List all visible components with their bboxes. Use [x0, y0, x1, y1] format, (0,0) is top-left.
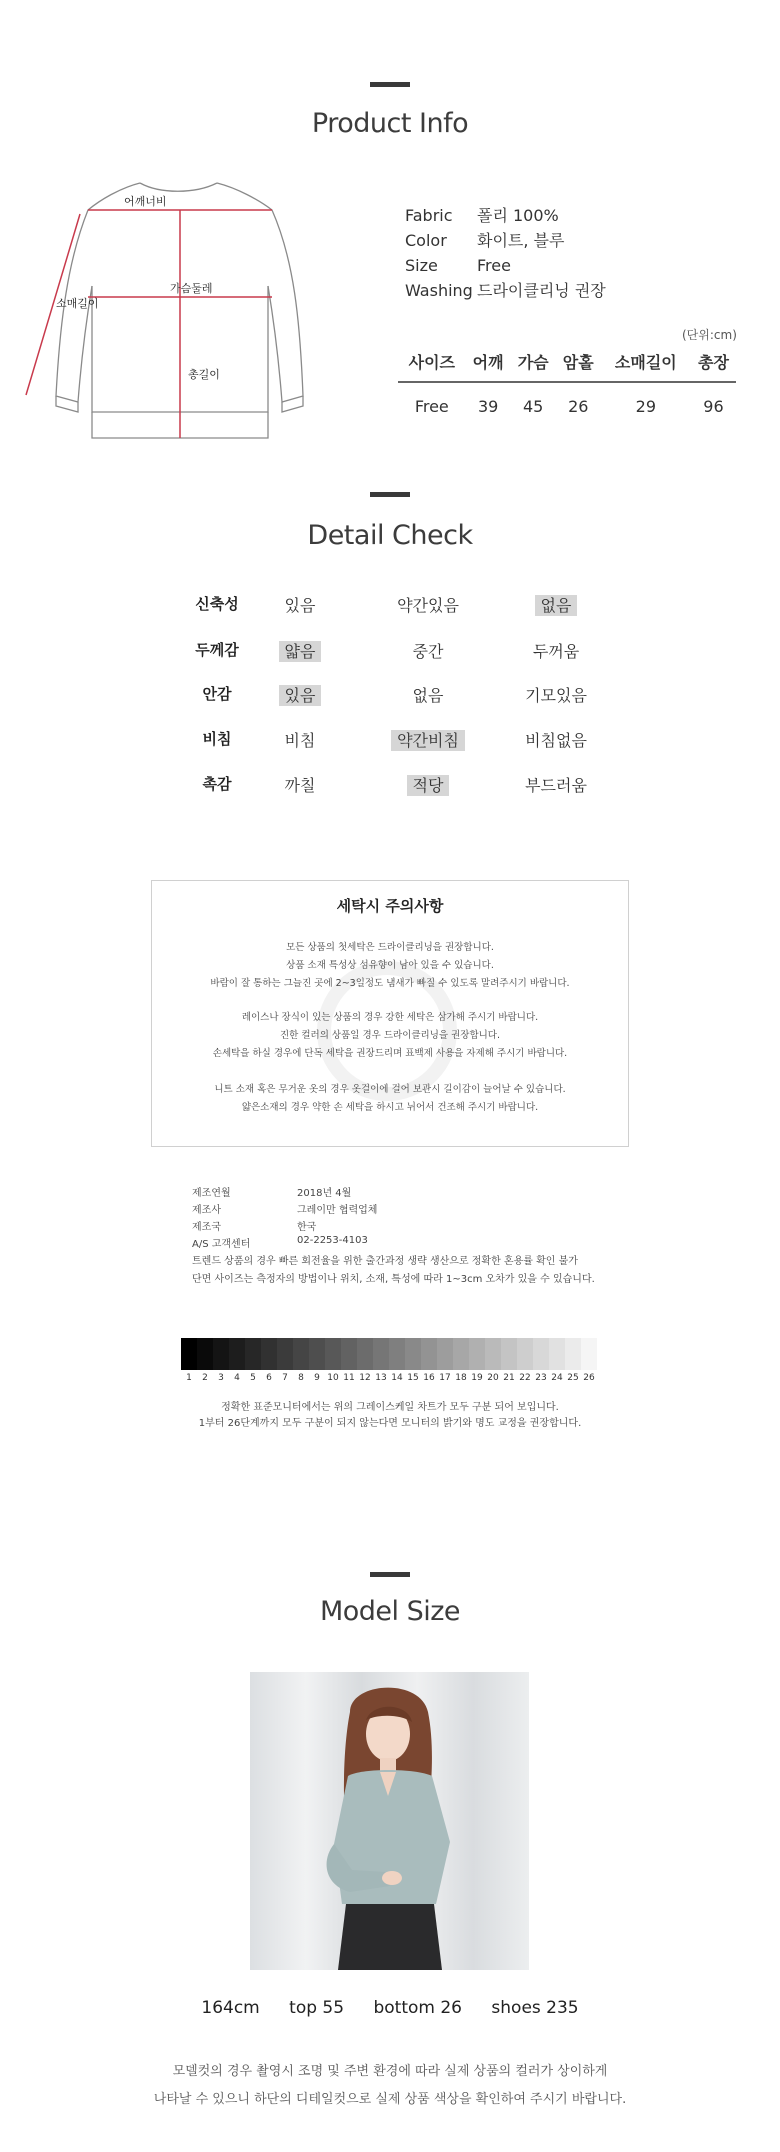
grayscale-number: 2 [202, 1373, 208, 1383]
grayscale-number: 5 [250, 1373, 256, 1383]
grayscale-swatch [245, 1338, 261, 1370]
grayscale-swatch [341, 1338, 357, 1370]
spec-color: Color 화이트, 블루 [405, 231, 565, 250]
laundry-notice-box [151, 880, 629, 1147]
spec-fabric: Fabric 폴리 100% [405, 206, 559, 225]
grayscale-swatch [469, 1338, 485, 1370]
spec-size: Size Free [405, 256, 511, 275]
detail-option [230, 773, 370, 796]
detail-option-text: 있음 [284, 596, 316, 615]
model-size-title: Model Size [319, 1596, 461, 1627]
info-note: 트렌드 상품의 경우 빠른 회전율을 위한 출간과정 생략 생산으로 정확한 혼용률 확인 불가 [192, 1256, 578, 1267]
detail-option-text: 부드러움 [525, 776, 587, 795]
detail-option-text: 기모있음 [525, 686, 587, 705]
laundry-line: 니트 소재 혹은 무거운 옷의 경우 옷걸이에 걸어 보관시 길이감이 늘어날 수 있습니다. [214, 1084, 566, 1095]
detail-option [230, 728, 370, 751]
info-note: 단면 사이즈는 측정자의 방법이나 위치, 소재, 특성에 따라 1~3cm 오차가 있을 수 있습니다. [192, 1274, 595, 1285]
model-note: 나타날 수 있으니 하단의 디테일컷으로 실제 상품 색상을 확인하여 주시기 바랍니다. [153, 2092, 627, 2107]
product-info-title: Product Info [311, 108, 469, 139]
grayscale-number: 14 [391, 1373, 403, 1383]
laundry-line: 레이스나 장식이 있는 상품의 경우 강한 세탁은 삼가해 주시기 바랍니다. [241, 1012, 539, 1023]
detail-option-selected: 얇음 [279, 641, 322, 662]
grayscale-note: 1부터 26단계까지 모두 구분이 되지 않는다면 모니터의 밝기와 명도 교정을 권장합니다. [198, 1418, 582, 1429]
detail-option [358, 639, 498, 662]
detail-option-text: 두꺼움 [532, 642, 580, 661]
detail-option [358, 728, 498, 751]
laundry-line: 진한 컬러의 상품일 경우 드라이클리닝을 권장합니다. [279, 1030, 500, 1041]
laundry-line: 손세탁을 하실 경우에 단독 세탁을 권장드리며 표백제 사용을 자제해 주시기 바랍니다. [212, 1048, 568, 1059]
info-key: 제조연월 [192, 1188, 231, 1199]
info-value: 한국 [297, 1222, 317, 1233]
model-bottom: bottom 26 [373, 1998, 462, 2018]
info-key: A/S 고객센터 [192, 1239, 251, 1250]
grayscale-swatch [485, 1338, 501, 1370]
detail-option-selected: 약간비침 [391, 730, 465, 751]
model-height: 164cm [201, 1998, 260, 2018]
grayscale-swatch [549, 1338, 565, 1370]
spec-washing: Washing 드라이클리닝 권장 [405, 281, 606, 300]
grayscale-number: 26 [583, 1373, 595, 1383]
grayscale-swatch [213, 1338, 229, 1370]
grayscale-number: 10 [327, 1373, 339, 1383]
detail-option-text: 없음 [412, 686, 444, 705]
grayscale-number: 16 [423, 1373, 435, 1383]
grayscale-swatch [389, 1338, 405, 1370]
section-divider [370, 1572, 410, 1577]
grayscale-number: 25 [567, 1373, 579, 1383]
grayscale-number: 17 [439, 1373, 451, 1383]
info-key: 제조국 [192, 1222, 221, 1233]
grayscale-swatch [277, 1338, 293, 1370]
grayscale-number: 4 [234, 1373, 240, 1383]
unit-label: (단위:cm) [682, 328, 737, 342]
detail-option-text: 약간있음 [397, 596, 459, 615]
size-table [398, 346, 736, 416]
detail-label: 촉감 [202, 775, 232, 793]
laundry-line: 모든 상품의 첫세탁은 드라이클리닝을 권장합니다. [286, 942, 494, 953]
detail-option [230, 593, 370, 616]
grayscale-swatch [405, 1338, 421, 1370]
grayscale-swatch [453, 1338, 469, 1370]
grayscale-number: 13 [375, 1373, 387, 1383]
chest-label: 가슴둘레 [170, 282, 213, 295]
grayscale-swatch [565, 1338, 581, 1370]
garment-size-diagram [20, 180, 340, 450]
detail-option [486, 639, 626, 662]
detail-option [486, 728, 626, 751]
detail-option-selected: 적당 [407, 775, 450, 796]
detail-option [358, 683, 498, 706]
grayscale-number: 18 [455, 1373, 467, 1383]
grayscale-swatch [581, 1338, 597, 1370]
detail-label: 비침 [202, 730, 232, 748]
grayscale-number: 22 [519, 1373, 531, 1383]
sleeve-label: 소매길이 [56, 297, 99, 310]
detail-option-text: 비침 [284, 731, 316, 750]
grayscale-note: 정확한 표준모니터에서는 위의 그레이스케일 차트가 모두 구분 되어 보입니다. [221, 1402, 559, 1413]
grayscale-number: 12 [359, 1373, 371, 1383]
laundry-line: 상품 소재 특성상 섬유향이 남아 있을 수 있습니다. [286, 960, 494, 971]
laundry-title: 세탁시 주의사항 [336, 897, 444, 915]
grayscale-swatch [309, 1338, 325, 1370]
grayscale-number: 9 [314, 1373, 320, 1383]
grayscale-number: 24 [551, 1373, 563, 1383]
grayscale-swatch [373, 1338, 389, 1370]
grayscale-number: 23 [535, 1373, 547, 1383]
grayscale-swatch [261, 1338, 277, 1370]
grayscale-swatch [501, 1338, 517, 1370]
grayscale-number: 3 [218, 1373, 224, 1383]
model-shoes: shoes 235 [491, 1998, 579, 2018]
laundry-line: 얇은소재의 경우 약한 손 세탁을 하시고 뉘어서 건조해 주시기 바랍니다. [241, 1102, 539, 1113]
grayscale-number: 21 [503, 1373, 515, 1383]
detail-option-text: 까칠 [284, 776, 316, 795]
model-stats [0, 1998, 780, 2018]
section-divider [370, 82, 410, 87]
grayscale-swatch [421, 1338, 437, 1370]
detail-option-selected: 있음 [279, 685, 322, 706]
grayscale-swatch [325, 1338, 341, 1370]
detail-option [358, 593, 498, 616]
detail-label: 안감 [202, 685, 232, 703]
grayscale-swatch [293, 1338, 309, 1370]
detail-option-text: 중간 [412, 642, 444, 661]
info-value: 그레이만 협력업체 [297, 1205, 378, 1216]
detail-option-text: 비침없음 [525, 731, 587, 750]
length-label: 총길이 [188, 368, 220, 381]
info-key: 제조사 [192, 1205, 221, 1216]
detail-option [230, 683, 370, 706]
detail-option [486, 593, 626, 616]
detail-label: 신축성 [195, 595, 239, 613]
grayscale-number: 15 [407, 1373, 419, 1383]
grayscale-number: 11 [343, 1373, 355, 1383]
detail-check-title: Detail Check [307, 520, 473, 551]
grayscale-swatch [437, 1338, 453, 1370]
detail-option [230, 639, 370, 662]
model-note: 모델컷의 경우 촬영시 조명 및 주변 환경에 따라 실제 상품의 컬러가 상이하게 [172, 2064, 608, 2079]
detail-option-selected: 없음 [535, 595, 578, 616]
grayscale-swatch [517, 1338, 533, 1370]
grayscale-number: 8 [298, 1373, 304, 1383]
detail-option [486, 683, 626, 706]
grayscale-swatch [229, 1338, 245, 1370]
grayscale-number: 1 [186, 1373, 192, 1383]
table-row: Free 39 45 26 29 96 [414, 397, 724, 416]
info-value: 02-2253-4103 [297, 1235, 368, 1246]
shoulder-label: 어깨너비 [124, 195, 167, 208]
grayscale-number: 20 [487, 1373, 499, 1383]
laundry-line: 바람이 잘 통하는 그늘진 곳에 2~3일정도 냄새가 빠질 수 있도록 말려주시기 바랍니다. [210, 978, 570, 989]
info-value: 2018년 4월 [297, 1188, 352, 1199]
grayscale-swatch [181, 1338, 197, 1370]
detail-option [486, 773, 626, 796]
detail-label: 두께감 [195, 641, 239, 659]
grayscale-number: 19 [471, 1373, 483, 1383]
model-photo [250, 1672, 529, 1970]
grayscale-number: 6 [266, 1373, 272, 1383]
grayscale-swatch [357, 1338, 373, 1370]
grayscale-swatch [533, 1338, 549, 1370]
section-divider [370, 492, 410, 497]
grayscale-swatch [197, 1338, 213, 1370]
grayscale-number: 7 [282, 1373, 288, 1383]
size-table-header: 사이즈 어깨 가슴 암홀 소매길이 총장 [398, 346, 736, 382]
detail-option [358, 773, 498, 796]
model-top: top 55 [289, 1998, 345, 2018]
